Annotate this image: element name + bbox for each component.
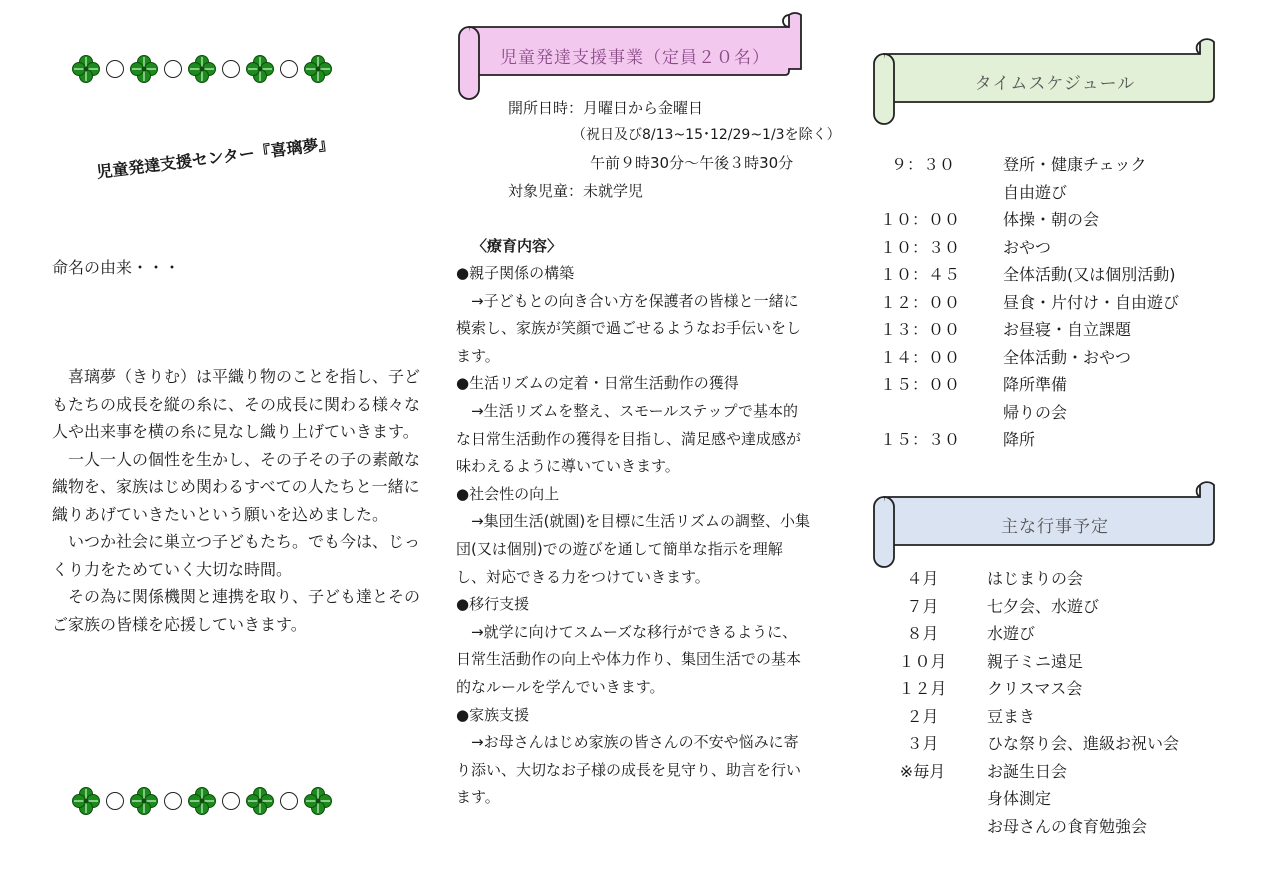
section-body: →子どもとの向き合い方を保護者の皆様と一緒に模索し、家族が笑顔で過ごせるようなお手伝いをします。 [456, 291, 802, 365]
content-heading: 〈療育内容〉 [472, 237, 563, 255]
program-banner-title: 児童発達支援事業（定員２０名） [500, 48, 770, 68]
circle-icon [280, 60, 298, 78]
event-name: お母さんの食育勉強会 [987, 816, 1148, 836]
program-content [456, 260, 812, 812]
schedule-activity: 体操・朝の会 [1003, 210, 1100, 229]
section-body: →お母さんはじめ家族の皆さんの不安や悩みに寄り添い、大切なお子様の成長を見守り、助言を行います。 [456, 733, 802, 807]
clover-icon [129, 786, 159, 816]
schedule-time: １０：４５ [880, 265, 961, 284]
event-month: ２月 [906, 706, 939, 726]
paragraph: その為に関係機関と連携を取り、子ども達とそのご家族の皆様を応援していきます。 [52, 587, 421, 634]
event-name: 水遊び [987, 624, 1036, 643]
section-body: →生活リズムを整え、スモールステップで基本的な日常生活動作の獲得を目指し、満足感や達成感が味わえるように導いていきます。 [456, 401, 802, 476]
schedule-activity: 自由遊び [1003, 182, 1068, 202]
section-body: →集団生活(就園)を目標に生活リズムの調整、小集団(又は個別)での遊びを通して簡単な指示を理解し、対応できる力をつけていきます。 [456, 512, 810, 586]
clover-icon [71, 54, 101, 84]
naming-origin-text [52, 363, 424, 638]
clover-icon [303, 786, 333, 816]
clover-icon [303, 54, 333, 84]
schedule-banner-title: タイムスケジュール [974, 74, 1136, 94]
clover-icon [187, 54, 217, 84]
open-hours: 午前９時30分～午後３時30分 [590, 154, 794, 172]
paragraph: 喜璃夢（きりむ）は平織り物のことを指し、子どもたちの成長を縦の糸に、その成長に関わる様々な人や出来事を横の糸に見なし織り上げていきます。 [52, 367, 421, 441]
events-banner-title: 主な行事予定 [1001, 517, 1109, 537]
event-name: 親子ミニ遠足 [987, 651, 1084, 671]
circle-icon [280, 792, 298, 810]
schedule-activity: 登所・健康チェック [1003, 155, 1147, 174]
schedule-time: １２：００ [880, 292, 961, 312]
section-title: ●生活リズムの定着・日常生活動作の獲得 [456, 374, 739, 393]
clover-icon [71, 786, 101, 816]
event-month: １２月 [898, 679, 947, 698]
clover-border-top [70, 50, 334, 88]
holidays-note: （祝日及び8/13~15･12/29~1/3を除く） [572, 127, 841, 143]
event-name: お誕生日会 [987, 761, 1068, 781]
schedule-time: １５：３０ [880, 430, 961, 449]
schedule-time: １０：３０ [880, 237, 961, 257]
section-title: ●家族支援 [456, 705, 530, 724]
section-body: →就学に向けてスムーズな移行ができるように、日常生活動作の向上や体力作り、集団生活での基本的なルールを学んでいきます。 [456, 622, 802, 696]
circle-icon [106, 60, 124, 78]
circle-icon [222, 792, 240, 810]
open-days: 開所日時：月曜日から金曜日 [508, 99, 704, 117]
schedule-activity: 帰りの会 [1003, 402, 1068, 422]
circle-icon [106, 792, 124, 810]
clover-icon [245, 54, 275, 84]
schedule-activity: 昼食・片付け・自由遊び [1003, 292, 1180, 312]
event-name: 七夕会、水遊び [987, 596, 1100, 616]
center-name-title: 児童発達支援センター『喜璃夢』 [95, 133, 336, 182]
schedule-activity: 降所 [1003, 430, 1036, 449]
section-title: ●移行支援 [456, 595, 530, 614]
schedule-activity: 全体活動・おやつ [1003, 347, 1132, 367]
schedule-activity: 全体活動(又は個別活動) [1003, 265, 1176, 284]
event-name: はじまりの会 [987, 569, 1084, 588]
event-month: ７月 [906, 596, 939, 616]
section-title: ●親子関係の構築 [456, 264, 575, 282]
circle-icon [222, 60, 240, 78]
clover-icon [187, 786, 217, 816]
circle-icon [164, 792, 182, 810]
event-month: ８月 [906, 624, 939, 643]
event-month: ※毎月 [899, 761, 946, 781]
clover-icon [129, 54, 159, 84]
section-title: ●社会性の向上 [456, 484, 560, 503]
event-name: 身体測定 [987, 789, 1052, 808]
event-name: 豆まき [987, 706, 1036, 726]
target-children: 対象児童：未就学児 [508, 182, 644, 200]
paragraph: 一人一人の個性を生かし、その子その子の素敵な織物を、家族はじめ関わるすべての人たちと一緒に織りあげていきたいという願いを込めました。 [52, 449, 421, 524]
schedule-time: １５：００ [880, 375, 961, 394]
clover-border-bottom [70, 782, 334, 820]
event-month: ３月 [906, 734, 939, 753]
schedule-time: １０：００ [880, 210, 961, 229]
circle-icon [164, 60, 182, 78]
naming-origin-heading: 命名の由来・・・ [52, 258, 181, 277]
schedule-activity: おやつ [1003, 237, 1052, 257]
schedule-activity: 降所準備 [1003, 375, 1068, 394]
schedule-time: １４：００ [880, 347, 961, 367]
schedule-time: ９：３０ [890, 155, 955, 174]
schedule-time: １３：００ [880, 320, 961, 339]
event-name: クリスマス会 [987, 679, 1083, 698]
event-month: ４月 [906, 569, 939, 588]
clover-icon [245, 786, 275, 816]
event-month: １０月 [898, 651, 947, 671]
paragraph: いつか社会に巣立つ子どもたち。でも今は、じっくり力をためていく大切な時間。 [52, 532, 421, 579]
schedule-activity: お昼寝・自立課題 [1003, 320, 1132, 339]
event-name: ひな祭り会、進級お祝い会 [987, 734, 1180, 753]
